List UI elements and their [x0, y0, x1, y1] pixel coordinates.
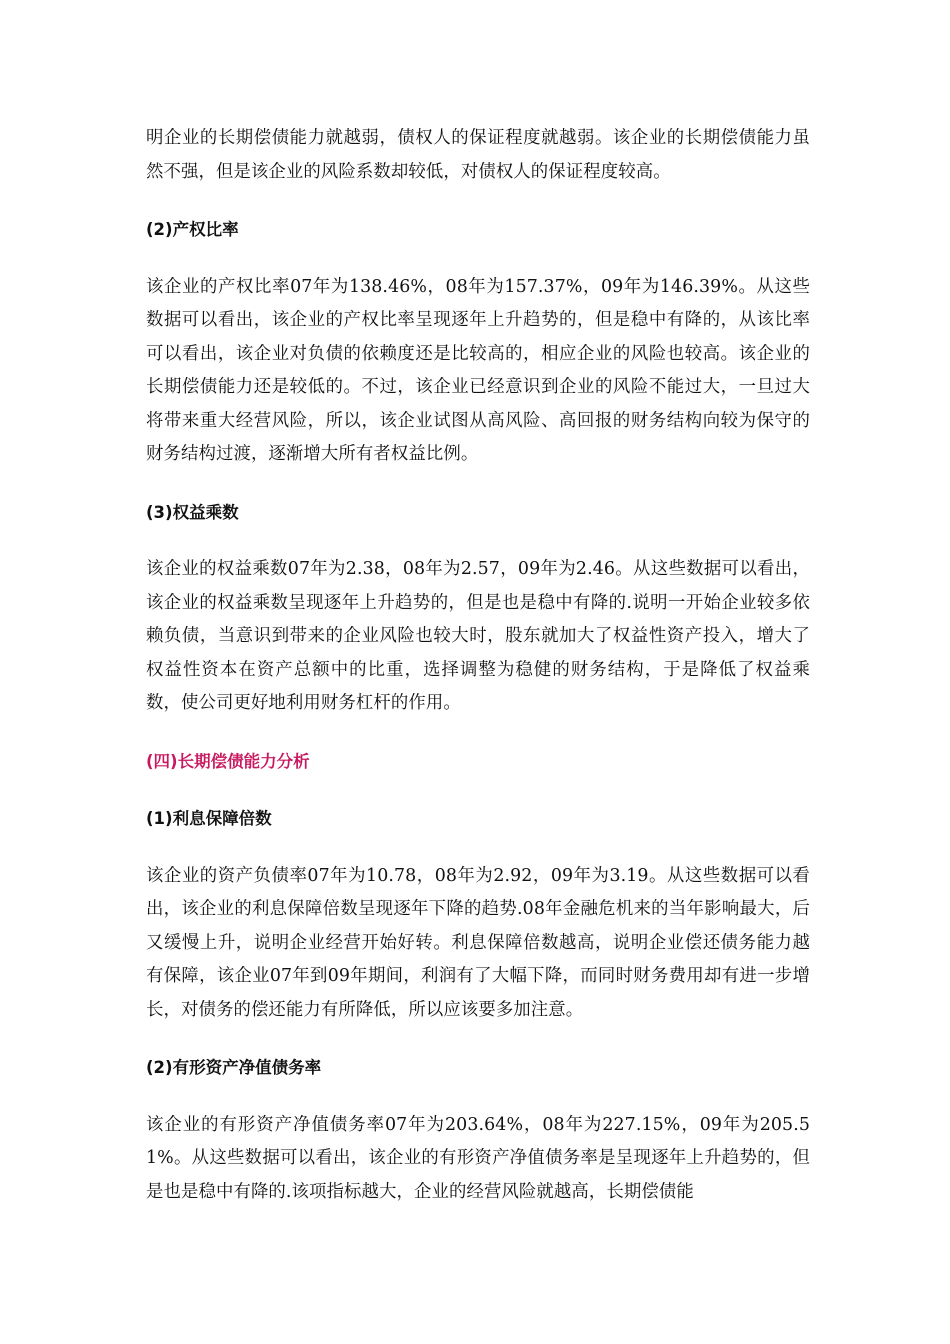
spacer [146, 1027, 810, 1051]
paragraph-interest-coverage: 该企业的资产负债率07年为10.78，08年为2.92，09年为3.19。从这些数据可以看出，该企业的利息保障倍数呈现逐年下降的趋势.08年金融危机来的当年影响最大，后又缓慢上升，说明企业经营开始好转。利息保障倍数越高，说明企业偿还债务能力越有保障，该企业07年到09年期间，利润有了大幅下降，而同时财务费用却有进一步增长，对债务的偿还能力有所降低，所以应该要多加注意。 [146, 865, 810, 1020]
paragraph-intro: 明企业的长期偿债能力就越弱，债权人的保证程度就越弱。该企业的长期偿债能力虽然不强，但是该企业的风险系数却较低，对债权人的保证程度较高。 [146, 128, 810, 182]
spacer [146, 529, 810, 553]
heading-equity-multiplier: (3)权益乘数 [146, 502, 239, 522]
paragraph-equity-ratio: 该企业的产权比率07年为138.46%，08年为157.37%，09年为146.39%。从这些数据可以看出，该企业的产权比率呈现逐年上升趋势的，但是稳中有降的，从该比率可以看出，该企业对负债的依赖度还是比较高的，相应企业的风险也较高。该企业的长期偿债能力还是较低的。不过，该企业已经意识到企业的风险不能过大，一旦过大将带来重大经营风险，所以，该企业试图从高风险、高回报的财务结构向较为保守的财务结构过渡，逐渐增大所有者权益比例。 [146, 276, 810, 464]
heading-equity-ratio: (2)产权比率 [146, 220, 239, 239]
spacer [146, 189, 810, 213]
spacer [146, 472, 810, 496]
spacer [146, 1085, 810, 1109]
spacer [146, 836, 810, 860]
spacer [146, 247, 810, 271]
section-heading-long-term-solvency: (四)长期偿债能力分析 [146, 751, 310, 771]
heading-tangible-net-worth-debt-ratio: (2)有形资产净值债务率 [146, 1058, 322, 1077]
heading-interest-coverage: (1)利息保障倍数 [146, 809, 272, 828]
spacer [146, 778, 810, 802]
paragraph-equity-multiplier: 该企业的权益乘数07年为2.38，08年为2.57，09年为2.46。从这些数据可以看出，该企业的权益乘数呈现逐年上升趋势的，但是也是稳中有降的.说明一开始企业较多依赖负债，当意识到带来的企业风险也较大时，股东就加大了权益性资产投入，增大了权益性资本在资产总额中的比重，选择调整为稳健的财务结构，于是降低了权益乘数，使公司更好地利用财务杠杆的作用。 [146, 559, 810, 713]
document-body [146, 122, 810, 1209]
spacer [146, 721, 810, 745]
paragraph-tangible-net-worth-debt-ratio: 该企业的有形资产净值债务率07年为203.64%，08年为227.15%，09年为205.51%。从这些数据可以看出，该企业的有形资产净值债务率是呈现逐年上升趋势的，但是也是稳中有降的.该项指标越大，企业的经营风险就越高，长期偿债能 [146, 1114, 810, 1202]
